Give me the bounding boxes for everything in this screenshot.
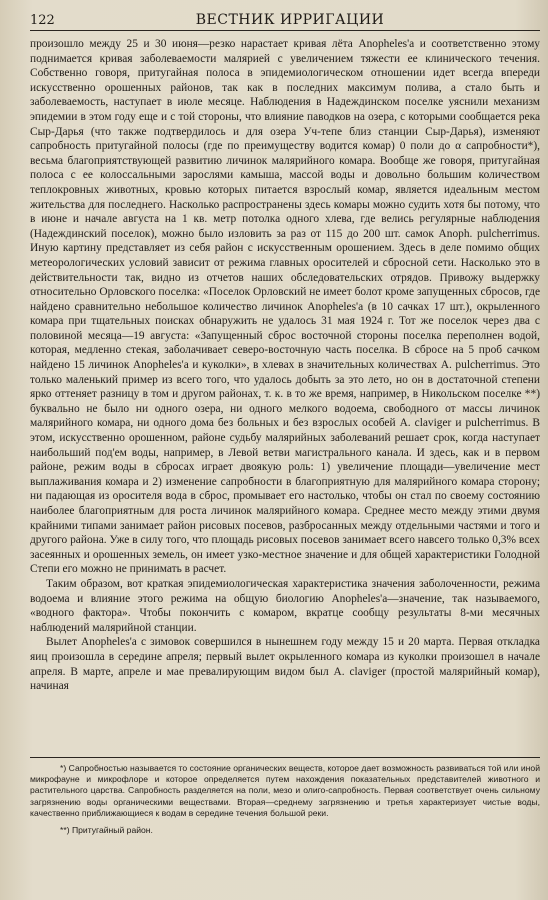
footnote-2: **) Притугайный район. (60, 825, 153, 836)
article-body (30, 37, 540, 694)
page-number: 122 (30, 13, 55, 28)
paragraph-2: Таким образом, вот краткая эпидемиологическая характеристика значения заболоченности, режима водоема и влияние этого режима на общую биологию Anopheles'a—значение, так называемого, «водного фактора». Чтобы покончить с комаром, вкратце сообщу результаты 8-ми месячных наблюдений малярийной станции. (30, 577, 540, 634)
footnotes (30, 757, 540, 838)
footnote-1: *) Сапробностью называется то состояние органических веществ, которое дает возможность развиваться той или иной микрофауне и микрофлоре и которое определяется путем нахождения показательных представителей животного и растительного царства. Сапробность разделяется на поли, мезо и олиго-сапробность. Первая соответствует очень сильному загрязнению воды органическими веществами. Вторая—среднему загрязнению и третья характеризует чистые воды, качественно приближающиеся к водам в середине течения большой реки. (30, 763, 540, 818)
paragraph-1: произошло между 25 и 30 июня—резко нарастает кривая лёта Anopheles'a и соответственно этому поднимается кривая заболеваемости малярией с увеличением тяжести ее клинического течения. Собственно говоря, притугайная полоса в эпидемиологическом отношении идет всегда впереди искусственно орошенных районов, так как в последних максимум полива, а стало быть и заболеваемость, наступает в июле месяце. Наблюдения в Надеждинском поселке уяснили механизм эпидемии в этом году еще и с той стороны, что влияние паводков на озера, с которыми сообщается река Сыр-Дарья (что также подтвердилось и для озера Уч-тепе близ станции Сыр-Дарья), изменяют сапробность притугайной полосы (где по преимуществу водится комар) 0 поли до α сапробности*), весьма благоприятствующей развитию личинок малярийного комара. Вообще же говоря, притугайная полоса с ее колоссальными зарослями камыша, массой воды и довольно большим количеством теплокровных животных, кровью которых питается взрослый комар, является идеальным местом жительства для последнего. Насколько распространены здесь комары можно судить хотя бы потому, что в июне и начале августа на 1 кв. метр потолка одного хлева, где велись регулярные наблюдения (Надеждинский поселок), можно было изловить за раз от 115 до 200 шт. самок Anoph. pulcherrimus. Иную картину представляет из себя район с искусственным орошением. Здесь в деле помимо общих метеорологических условий зависит от режима главных оросителей и сбросной сети. Насколько это в действительности так, видно из отчетов наших обследовательских отрядов. Привожу выдержку относительно Орловского поселка: «Поселок Орловский не имеет болот кроме запущенных сбросов, где найдено сравнительно небольшое количество личинок Anopheles'a (в 10 сачках 17 шт.), окрыленного комара при тщательных поисках обнаружить не удалось 31 мая 1924 г. Тот же поселок через два с половиной месяца—19 августа: «Запущенный сброс восточной стороны поселка переполнен водой, которая, медленно стекая, заболачивает северо-восточную часть поселка. В сбросе на 5 проб сачком найдено 15 личинок Anopheles'a и куколки», в хлевах в значительных количествах A. pulcherrimus. Это только маленький пример из всего того, что удалось добыть за это лето, но он в достаточной степени ярко оттеняет разницу в том и другом районах, т. к. в то же время, например, в Никольском поселке **) буквально не было ни одного озера, ни одного мелкого водоема, свободного от массы личинок малярийного комара, ни одного дома без больных и без взрослых особей A. claviger и pulcherrimus. В этом, искусственно орошенном, районе судьбу малярийных заболеваний решает срок, когда наступает наибольший под'ем воды, например, в Левой ветви магистрального канала. И здесь, как и в первом районе, режим воды в сбросах играет двоякую роль: 1) увеличение площади—увеличение мест выплаживания комара и 2) изменение сапробности в благоприятную для малярийного комара сторону; ни падающая из оросителя вода в сброс, промывает его настолько, чтобы он стал по своему состоянию наиболее благоприятным для роста личинок малярийного комара. Среднее место между этими двумя крайними типами занимает район рисовых посевов, разбросанных между отдельными частями и того и другого района. Уже в силу того, что площадь рисовых посевов занимает всего навсего только 0,3% всех засеянных и орошенных земель, он имеет узко-местное значение и для общей характеристики Голодной Степи его можно не принимать в расчет. (30, 38, 540, 576)
page-header (30, 12, 540, 31)
running-title: ВЕСТНИК ИРРИГАЦИИ (195, 12, 385, 28)
paragraph-3: Вылет Anopheles'a с зимовок совершился в нынешнем году между 15 и 20 марта. Первая откладка яиц произошла в середине апреля; первый вылет окрыленного комара из куколки произошел в начале апреля. В марте, апреле и мае превалирующим видом был A. claviger (простой малярийный комар), начиная (30, 636, 540, 693)
